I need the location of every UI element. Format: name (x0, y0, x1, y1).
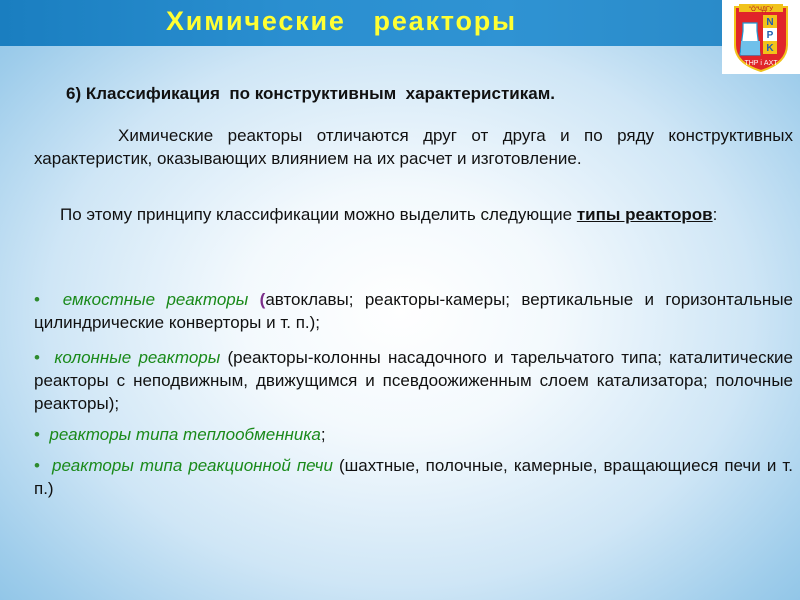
list-item (34, 346, 793, 415)
list-item (34, 288, 793, 334)
list-item-term: колонные реакторы (54, 348, 221, 367)
list-item-term: емкостные реакторы (62, 290, 249, 309)
classification-suffix: : (712, 205, 718, 224)
logo (722, 0, 800, 74)
classification-paragraph (34, 203, 793, 226)
logo-bottom-text: ТНР і АХТ (744, 60, 778, 67)
reactor-types-list (34, 288, 793, 512)
list-item-open-paren: ( (259, 290, 266, 309)
list-item (34, 454, 793, 500)
list-item-term: реакторы типа реакционной печи (52, 456, 333, 475)
intro-paragraph (34, 124, 793, 170)
section-heading: 6) Классификация по конструктивным характеристикам. (66, 84, 555, 103)
bullet-marker: • (34, 348, 40, 367)
intro-paragraph-text: Химические реакторы отличаются друг от друга и по ряду конструктивных характеристик, оказывающих влиянием на их расчет и изготовление. (34, 126, 793, 168)
slide-title: Химические реакторы (166, 6, 517, 36)
list-item-term: реакторы типа теплообменника (49, 425, 321, 444)
title-bar (0, 0, 722, 46)
reactor-types-keyword: типы реакторов (576, 205, 713, 224)
bullet-marker: • (34, 425, 40, 444)
list-item-text: (шахтные, полочные, камерные, вращающиеся печи и т. п.) (34, 456, 793, 498)
logo-letter-n: N (766, 17, 774, 28)
bullet-marker: • (34, 456, 40, 475)
list-item-text: автоклавы; реакторы-камеры; вертикальные и горизонтальные цилиндрические конверторы и т. п.); (34, 290, 793, 332)
list-item-text: ; (320, 425, 326, 444)
logo-top-text: "Ӧ"ЧДГУ (748, 7, 774, 13)
classification-text: По этому принципу классификации можно выделить следующие (60, 205, 577, 224)
logo-letter-k: K (766, 43, 774, 54)
list-item (34, 423, 793, 446)
bullet-marker: • (34, 290, 40, 309)
list-item-text: (реакторы-колонны насадочного и тарельчатого типа; каталитические реакторы с неподвижным, движущимся и псевдоожиженным слоем катализатора; полочные реакторы); (34, 348, 793, 413)
logo-emblem-icon (729, 1, 793, 73)
logo-letter-p: P (766, 30, 774, 41)
